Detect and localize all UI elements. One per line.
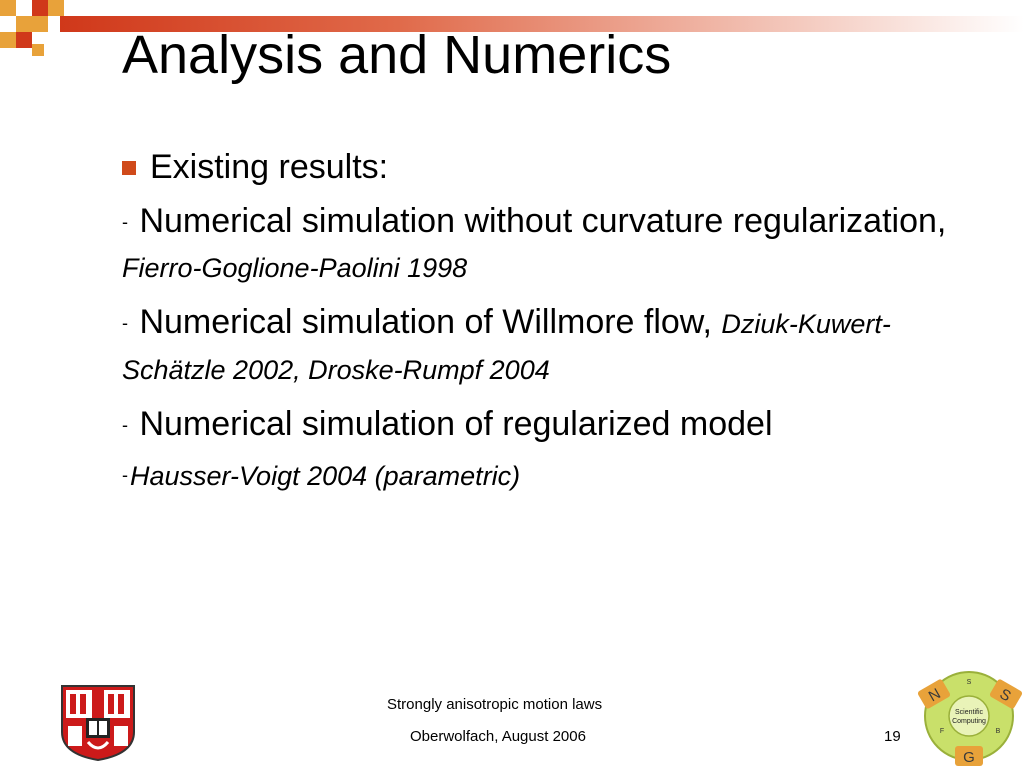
dash-marker: - bbox=[122, 465, 128, 485]
page-number: 19 bbox=[884, 728, 901, 745]
university-crest-icon bbox=[58, 682, 138, 762]
result-citation: Dziuk-Kuwert-Schätzle 2002, Droske-Rumpf 2004 bbox=[122, 309, 891, 385]
logo-letter-b: B bbox=[995, 728, 1001, 735]
bullet-text: Existing results: bbox=[150, 148, 389, 186]
logo-letter-g: G bbox=[963, 749, 975, 766]
nsg-scientific-computing-icon bbox=[912, 666, 1024, 768]
result-item-4 bbox=[122, 457, 982, 494]
result-citation: Hausser-Voigt 2004 (parametric) bbox=[130, 461, 521, 491]
result-citation: Fierro-Goglione-Paolini 1998 bbox=[122, 253, 468, 283]
result-text: Numerical simulation without curvature regularization, bbox=[130, 202, 947, 240]
result-item-3 bbox=[122, 402, 982, 447]
slide-body bbox=[122, 145, 982, 494]
logo-letter-s: S bbox=[996, 685, 1014, 706]
square-bullet-icon bbox=[122, 161, 136, 175]
footer-title: Strongly anisotropic motion laws bbox=[387, 696, 603, 713]
logo-letter-n: N bbox=[925, 685, 944, 706]
dash-marker: - bbox=[122, 313, 128, 333]
slide-title: Analysis and Numerics bbox=[122, 25, 672, 85]
logo-letter-s-small: S bbox=[966, 679, 972, 686]
logo-center-line1: Scientific bbox=[954, 709, 984, 716]
result-text: Numerical simulation of Willmore flow, bbox=[130, 303, 722, 341]
result-text: Numerical simulation of regularized model bbox=[130, 405, 773, 443]
logo-letter-f: F bbox=[939, 728, 945, 735]
dash-marker: - bbox=[122, 212, 128, 232]
logo-center-line2: Computing bbox=[952, 718, 986, 725]
dash-marker: - bbox=[122, 415, 128, 435]
footer-date: Oberwolfach, August 2006 bbox=[410, 728, 586, 745]
result-item-2 bbox=[122, 300, 982, 392]
bullet-existing-results bbox=[122, 145, 982, 189]
result-item-1 bbox=[122, 199, 982, 290]
